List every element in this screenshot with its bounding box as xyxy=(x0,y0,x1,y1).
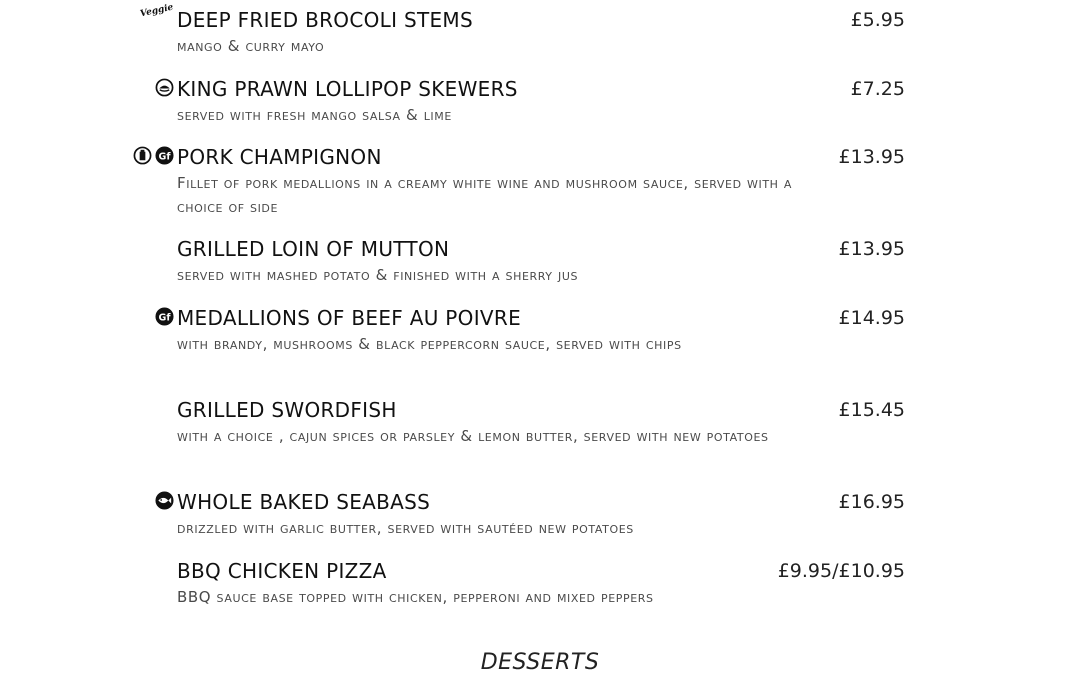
dish-price: £15.45 xyxy=(838,399,905,421)
fish-icon xyxy=(155,491,174,510)
section-title-desserts: DESSERTS xyxy=(480,650,600,675)
dietary-icons xyxy=(133,146,174,165)
dish-description: with a choice , cajun spices or parsley & lemon butter, served with new potatoes xyxy=(177,427,769,445)
dish-description: Fillet of pork medallions in a creamy white wine and mushroom sauce, served with a choice of side xyxy=(177,174,793,216)
dish-description: drizzled with garlic butter, served with sautéed new potatoes xyxy=(177,519,634,537)
gf-text: Gf xyxy=(158,312,171,324)
dish-price: £7.25 xyxy=(850,78,905,100)
dish-name: GRILLED SWORDFISH xyxy=(177,398,397,422)
dish-description: served with fresh mango salsa & lime xyxy=(177,106,452,124)
dish-name: GRILLED LOIN OF MUTTON xyxy=(177,237,450,261)
dish-name: KING PRAWN LOLLIPOP SKEWERS xyxy=(177,77,518,101)
dish-name: PORK CHAMPIGNON xyxy=(177,145,382,169)
dish-price: £14.95 xyxy=(838,307,905,329)
dietary-icons xyxy=(155,78,174,97)
dish-name: WHOLE BAKED SEABASS xyxy=(177,490,431,514)
dish-price: £16.95 xyxy=(838,491,905,513)
dish-price: £5.95 xyxy=(850,9,905,31)
dietary-icons xyxy=(155,307,174,326)
gluten-free-icon xyxy=(155,307,174,326)
dish-price: £9.95/£10.95 xyxy=(777,560,905,582)
gf-text: Gf xyxy=(158,151,171,163)
dish-price: £13.95 xyxy=(838,238,905,260)
lactose-icon xyxy=(133,146,152,165)
dish-description: mango & curry mayo xyxy=(177,37,325,55)
dish-price: £13.95 xyxy=(838,146,905,168)
dish-description: served with mashed potato & finished with a sherry jus xyxy=(177,266,579,284)
dietary-icons xyxy=(155,491,174,510)
dish-description: with brandy, mushrooms & black peppercorn sauce, served with chips xyxy=(177,335,682,353)
gluten-free-icon xyxy=(155,146,174,165)
veggie-label: Veggie xyxy=(139,2,175,20)
dish-name: BBQ CHICKEN PIZZA xyxy=(177,559,387,583)
dish-name: MEDALLIONS OF BEEF AU POIVRE xyxy=(177,306,522,330)
dietary-icons xyxy=(139,2,175,20)
seafood-icon xyxy=(155,78,174,97)
dish-description: BBQ sauce base topped with chicken, pepperoni and mixed peppers xyxy=(177,588,654,606)
dish-name: DEEP FRIED BROCOLI STEMS xyxy=(177,8,473,32)
